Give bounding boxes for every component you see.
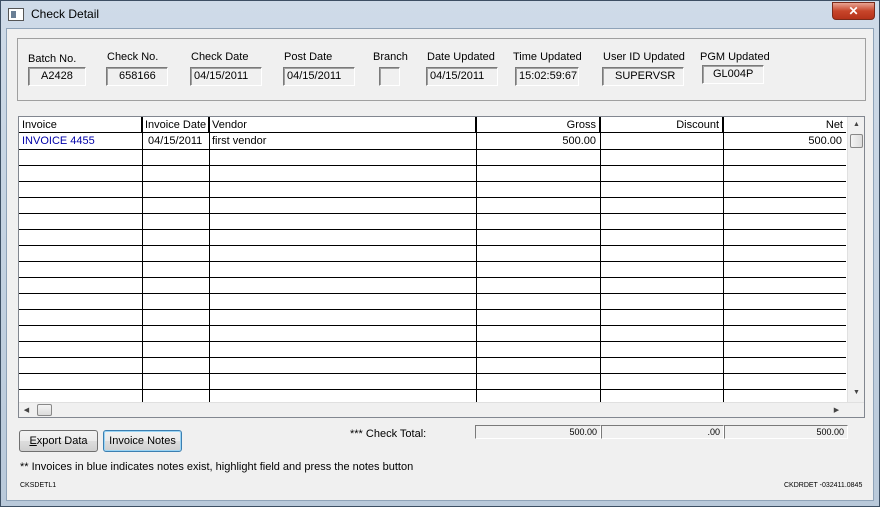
grid-row-line (19, 309, 846, 310)
scroll-right-icon[interactable]: ▶ (833, 407, 840, 414)
scroll-down-icon[interactable]: ▼ (853, 389, 860, 396)
invoice-notes-button[interactable] (103, 430, 182, 452)
grid-row-line (19, 389, 846, 390)
export-data-button[interactable] (19, 430, 98, 452)
grid-row-line (19, 341, 846, 342)
grid-row-line (19, 245, 846, 246)
grid-row-line (19, 325, 846, 326)
column-header-gross[interactable]: Gross (476, 117, 600, 133)
check-total-label: *** Check Total: (350, 428, 427, 440)
client-area (6, 28, 874, 501)
scroll-left-icon[interactable]: ◀ (23, 407, 30, 414)
pgm-updated-field: GL004P (702, 65, 764, 84)
vertical-scrollbar[interactable] (847, 117, 864, 402)
invoice-date-cell[interactable]: 04/15/2011 (148, 135, 203, 147)
grid-row-line (19, 149, 846, 150)
net-cell[interactable]: 500.00 (808, 135, 842, 147)
grid-row-line (19, 197, 846, 198)
column-header-discount[interactable]: Discount (600, 117, 723, 133)
grid-row-line (19, 181, 846, 182)
grid-row-line (19, 293, 846, 294)
total-gross-field: 500.00 (475, 425, 601, 439)
user-id-updated-field: SUPERVSR (602, 67, 684, 86)
horizontal-scroll-thumb[interactable] (37, 404, 52, 416)
batch-no-label: Batch No. (28, 53, 77, 65)
grid-row-line (19, 357, 846, 358)
pgm-updated-label: PGM Updated (700, 51, 770, 63)
grid-row-line (19, 373, 846, 374)
date-updated-field: 04/15/2011 (426, 67, 498, 86)
user-id-updated-label: User ID Updated (603, 51, 685, 63)
total-net-field: 500.00 (724, 425, 848, 439)
grid-row-line (19, 261, 846, 262)
invoice-grid[interactable] (18, 116, 865, 418)
vertical-scroll-thumb[interactable] (850, 134, 863, 148)
invoice-grid-body (19, 117, 846, 402)
post-date-field: 04/15/2011 (283, 67, 355, 86)
check-date-label: Check Date (191, 51, 249, 63)
branch-field (379, 67, 400, 86)
horizontal-scrollbar[interactable] (19, 402, 864, 417)
batch-no-field: A2428 (28, 67, 86, 86)
title-bar[interactable] (1, 1, 879, 27)
check-date-field: 04/15/2011 (190, 67, 262, 86)
date-updated-label: Date Updated (427, 51, 495, 63)
time-updated-field: 15:02:59:67 (515, 67, 579, 86)
post-date-label: Post Date (284, 51, 333, 63)
column-header-invoice[interactable]: Invoice (19, 117, 142, 133)
column-header-net[interactable]: Net (723, 117, 846, 133)
app-icon[interactable] (8, 8, 24, 21)
vendor-cell[interactable]: first vendor (212, 135, 267, 147)
discount-cell[interactable] (600, 134, 722, 149)
grid-column-line (600, 117, 601, 402)
program-id-right: CKDRDET -032411.0845 (784, 482, 863, 489)
invoice-notes-label: Invoice Notes (109, 435, 176, 447)
close-button[interactable]: ✕ (832, 2, 875, 20)
window-title: Check Detail (31, 7, 100, 21)
check-no-label: Check No. (107, 51, 159, 63)
branch-label: Branch (373, 51, 408, 63)
column-header-vendor[interactable]: Vendor (209, 117, 476, 133)
time-updated-label: Time Updated (513, 51, 582, 63)
column-header-invoice-date[interactable]: Invoice Date (142, 117, 209, 133)
export-data-label: xport Data (36, 435, 88, 447)
scroll-up-icon[interactable]: ▲ (853, 121, 860, 128)
grid-row-line (19, 165, 846, 166)
check-no-field: 658166 (106, 67, 168, 86)
grid-column-line (476, 117, 477, 402)
grid-column-line (142, 117, 143, 402)
grid-row-line (19, 277, 846, 278)
check-header-panel (17, 38, 866, 101)
screen-id-left: CKSDETL1 (20, 482, 57, 489)
notes-hint-text: ** Invoices in blue indicates notes exist, highlight field and press the notes button (20, 461, 414, 473)
grid-row-line (19, 213, 846, 214)
export-data-accel: E (29, 435, 37, 447)
invoice-cell[interactable]: INVOICE 4455 (22, 135, 95, 147)
total-discount-field: .00 (601, 425, 724, 439)
grid-row-line (19, 229, 846, 230)
grid-column-line (209, 117, 210, 402)
gross-cell[interactable]: 500.00 (562, 135, 596, 147)
grid-column-line (723, 117, 724, 402)
